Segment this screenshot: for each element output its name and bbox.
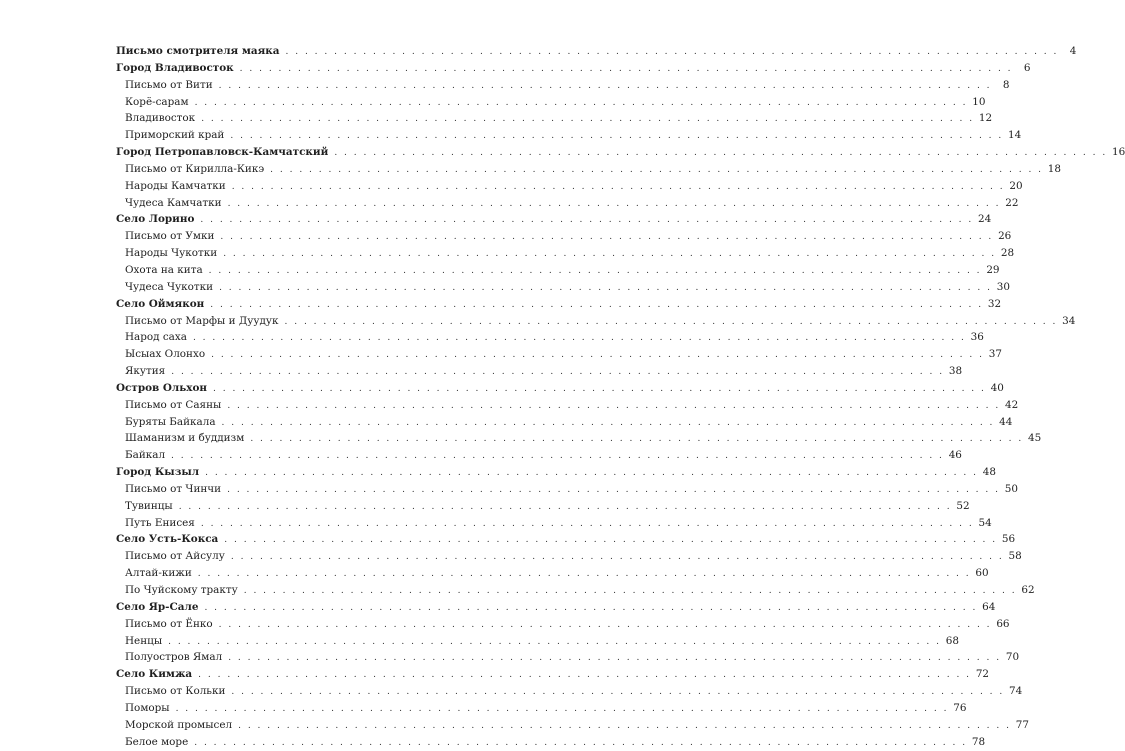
toc-entry-title: Письмо смотрителя маяка [116, 45, 280, 57]
dot-leader: . . . . . . . . . . . . . . . . . . . . . . . . . . . . . . . . . . . . . . . . . . . . . . . . . . . . . . . . . . . . . . . . . . . . . . . . . . . . . . . . [250, 434, 1024, 445]
toc-entry-title: Письмо от Кирилла-Кикэ [125, 162, 265, 175]
toc-page-number: 68 [945, 634, 959, 647]
dot-leader: . . . . . . . . . . . . . . . . . . . . . . . . . . . . . . . . . . . . . . . . . . . . . . . . . . . . . . . . . . . . . . . . . . . . . . . . . . . . . . . . [228, 653, 1002, 664]
dot-leader: . . . . . . . . . . . . . . . . . . . . . . . . . . . . . . . . . . . . . . . . . . . . . . . . . . . . . . . . . . . . . . . . . . . . . . . . . . . . . . . . [230, 552, 1004, 563]
toc-sub-entry [116, 195, 1019, 212]
toc-entry-title: Письмо от Чинчи [125, 482, 222, 495]
toc-page-number: 54 [978, 516, 992, 529]
toc-sub-entry [116, 363, 963, 380]
toc-page-number: 18 [1047, 162, 1062, 175]
toc-entry-title: Остров Ольхон [116, 381, 208, 394]
toc-sub-entry [116, 110, 993, 127]
toc-sub-entry [116, 161, 1062, 178]
toc-entry-title: Письмо от Саяны [125, 398, 222, 411]
toc-section-entry [116, 464, 996, 481]
dot-leader: . . . . . . . . . . . . . . . . . . . . . . . . . . . . . . . . . . . . . . . . . . . . . . . . . . . . . . . . . . . . . . . . . . . . . . . . . . . . . . . . [168, 636, 941, 647]
toc-page-number: 26 [998, 230, 1012, 243]
toc-page-number: 20 [1009, 179, 1023, 192]
toc-page-number: 78 [971, 735, 986, 748]
dot-leader: . . . . . . . . . . . . . . . . . . . . . . . . . . . . . . . . . . . . . . . . . . . . . . . . . . . . . . . . . . . . . . . . . . . . . . . . . . . . . . . . [220, 232, 994, 243]
toc-page-number: 4 [1069, 45, 1077, 57]
toc-page-number: 8 [1002, 78, 1010, 91]
dot-leader: . . . . . . . . . . . . . . . . . . . . . . . . . . . . . . . . . . . . . . . . . . . . . . . . . . . . . . . . . . . . . . . . . . . . . . . . . . . . . . . . [213, 383, 986, 394]
toc-section-entry [116, 296, 1002, 313]
toc-page-number: 72 [975, 668, 990, 681]
toc-sub-entry [116, 279, 1010, 296]
toc-sub-entry [116, 94, 986, 111]
toc-entry-title: Письмо от Марфы и Дуудук [125, 314, 279, 327]
dot-leader: . . . . . . . . . . . . . . . . . . . . . . . . . . . . . . . . . . . . . . . . . . . . . . . . . . . . . . . . . . . . . . . . . . . . . . . . . . . . . . . . [218, 80, 992, 91]
toc-page-number: 6 [1023, 61, 1031, 74]
toc-entry-title: Морской промысел [125, 718, 233, 731]
toc-sub-entry [116, 228, 1012, 245]
dot-leader: . . . . . . . . . . . . . . . . . . . . . . . . . . . . . . . . . . . . . . . . . . . . . . . . . . . . . . . . . . . . . . . . . . . . . . . . . . . . . . . . [210, 299, 984, 310]
dot-leader: . . . . . . . . . . . . . . . . . . . . . . . . . . . . . . . . . . . . . . . . . . . . . . . . . . . . . . . . . . . . . . . . . . . . . . . . . . . . . . . . [270, 164, 1044, 175]
dot-leader: . . . . . . . . . . . . . . . . . . . . . . . . . . . . . . . . . . . . . . . . . . . . . . . . . . . . . . . . . . . . . . . . . . . . . . . . . . . . . . . . [230, 131, 1004, 142]
toc-entry-title: Тувинцы [125, 499, 173, 512]
toc-entry-title: Приморский край [125, 129, 225, 142]
toc-section-entry [116, 380, 1004, 397]
toc-page-number: 50 [1004, 482, 1018, 495]
toc-entry-title: Село Яр-Сале [116, 600, 199, 613]
dot-leader: . . . . . . . . . . . . . . . . . . . . . . . . . . . . . . . . . . . . . . . . . . . . . . . . . . . . . . . . . . . . . . . . . . . . . . . . . . . . . . . . [219, 282, 992, 293]
dot-leader: . . . . . . . . . . . . . . . . . . . . . . . . . . . . . . . . . . . . . . . . . . . . . . . . . . . . . . . . . . . . . . . . . . . . . . . . . . . . . . . . [223, 249, 997, 260]
dot-leader: . . . . . . . . . . . . . . . . . . . . . . . . . . . . . . . . . . . . . . . . . . . . . . . . . . . . . . . . . . . . . . . . . . . . . . . . . . . . . . . . [239, 63, 1013, 74]
dot-leader: . . . . . . . . . . . . . . . . . . . . . . . . . . . . . . . . . . . . . . . . . . . . . . . . . . . . . . . . . . . . . . . . . . . . . . . . . . . . . . . . [224, 535, 998, 546]
toc-entry-title: Город Владивосток [116, 61, 234, 74]
toc-entry-title: Белое море [125, 735, 189, 748]
toc-page-number: 46 [948, 449, 962, 462]
dot-leader: . . . . . . . . . . . . . . . . . . . . . . . . . . . . . . . . . . . . . . . . . . . . . . . . . . . . . . . . . . . . . . . . . . . . . . . . . . . . . . . . [178, 501, 952, 512]
toc-sub-entry [116, 616, 1010, 633]
dot-leader: . . . . . . . . . . . . . . . . . . . . . . . . . . . . . . . . . . . . . . . . . . . . . . . . . . . . . . . . . . . . . . . . . . . . . . . . . . . . . . . . [227, 198, 1001, 209]
toc-entry-title: Письмо от Ёнко [125, 617, 213, 630]
toc-page-number: 76 [953, 701, 967, 714]
toc-page-number: 56 [1001, 533, 1016, 546]
toc-sub-entry [116, 397, 1019, 414]
dot-leader: . . . . . . . . . . . . . . . . . . . . . . . . . . . . . . . . . . . . . . . . . . . . . . . . . . . . . . . . . . . . . . . . . . . . . . . . . . . . . . . . [285, 47, 1059, 57]
toc-sub-entry [116, 683, 1023, 700]
dot-leader: . . . . . . . . . . . . . . . . . . . . . . . . . . . . . . . . . . . . . . . . . . . . . . . . . . . . . . . . . . . . . . . . . . . . . . . . . . . . . . . . [284, 316, 1058, 327]
dot-leader: . . . . . . . . . . . . . . . . . . . . . . . . . . . . . . . . . . . . . . . . . . . . . . . . . . . . . . . . . . . . . . . . . . . . . . . . . . . . . . . . [200, 518, 974, 529]
toc-entry-title: Письмо от Умки [125, 230, 215, 243]
toc-entry-title: Город Кызыл [116, 466, 200, 479]
toc-sub-entry [116, 515, 992, 532]
dot-leader: . . . . . . . . . . . . . . . . . . . . . . . . . . . . . . . . . . . . . . . . . . . . . . . . . . . . . . . . . . . . . . . . . . . . . . . . . . . . . . . . [194, 737, 968, 748]
dot-leader: . . . . . . . . . . . . . . . . . . . . . . . . . . . . . . . . . . . . . . . . . . . . . . . . . . . . . . . . . . . . . . . . . . . . . . . . . . . . . . . . [204, 602, 978, 613]
dot-leader: . . . . . . . . . . . . . . . . . . . . . . . . . . . . . . . . . . . . . . . . . . . . . . . . . . . . . . . . . . . . . . . . . . . . . . . . . . . . . . . . [192, 333, 966, 344]
toc-entry-title: Письмо от Айсулу [125, 550, 225, 563]
toc-page-number: 30 [996, 280, 1010, 293]
dot-leader: . . . . . . . . . . . . . . . . . . . . . . . . . . . . . . . . . . . . . . . . . . . . . . . . . . . . . . . . . . . . . . . . . . . . . . . . . . . . . . . . [205, 468, 978, 479]
toc-page-number: 16 [1111, 146, 1125, 159]
dot-leader: . . . . . . . . . . . . . . . . . . . . . . . . . . . . . . . . . . . . . . . . . . . . . . . . . . . . . . . . . . . . . . . . . . . . . . . . . . . . . . . . [201, 114, 975, 125]
toc-entry-title: Алтай-кижи [125, 567, 192, 580]
toc-sub-entry [116, 481, 1018, 498]
toc-section-entry [116, 144, 1125, 161]
toc-section-entry [116, 599, 996, 616]
toc-page-number: 45 [1027, 432, 1042, 445]
dot-leader: . . . . . . . . . . . . . . . . . . . . . . . . . . . . . . . . . . . . . . . . . . . . . . . . . . . . . . . . . . . . . . . . . . . . . . . . . . . . . . . . [197, 569, 971, 580]
toc-entry-title: Село Оймякон [116, 297, 205, 310]
toc-page-number: 42 [1004, 398, 1019, 411]
dot-leader: . . . . . . . . . . . . . . . . . . . . . . . . . . . . . . . . . . . . . . . . . . . . . . . . . . . . . . . . . . . . . . . . . . . . . . . . . . . . . . . . [198, 670, 972, 681]
toc-page-number: 12 [978, 112, 993, 125]
toc-page-number: 24 [978, 213, 992, 226]
toc-sub-entry [116, 582, 1035, 599]
toc-page-number: 36 [970, 331, 984, 344]
toc-page-number: 74 [1009, 685, 1023, 698]
toc-sub-entry [116, 414, 1013, 431]
toc-page-number: 58 [1008, 550, 1022, 563]
dot-leader: . . . . . . . . . . . . . . . . . . . . . . . . . . . . . . . . . . . . . . . . . . . . . . . . . . . . . . . . . . . . . . . . . . . . . . . . . . . . . . . . [243, 586, 1017, 596]
toc-section-entry [116, 666, 990, 683]
toc-entry-title: Село Кимжа [116, 668, 193, 681]
toc-page-number: 64 [982, 600, 996, 613]
toc-entry-title: Буряты Байкала [125, 415, 216, 428]
toc-sub-entry [116, 430, 1042, 447]
toc-entry-title: Письмо от Вити [125, 78, 213, 91]
toc-entry-title: Село Лорино [116, 213, 195, 226]
toc-sub-entry [116, 498, 970, 515]
toc-page-number: 32 [987, 297, 1002, 310]
toc-entry-title: Охота на кита [125, 263, 203, 276]
toc-sub-entry [116, 717, 1029, 734]
toc-sub-entry [116, 649, 1020, 666]
toc-page-number: 29 [986, 263, 1000, 276]
toc-entry-title: Народы Камчатки [125, 179, 226, 192]
toc-entry-title: Корё-сарам [125, 95, 189, 108]
toc-sub-entry [116, 178, 1023, 195]
toc-page-number: 38 [948, 365, 963, 378]
toc-entry-title: Ненцы [125, 634, 163, 647]
toc-sub-entry [116, 77, 1010, 94]
dot-leader: . . . . . . . . . . . . . . . . . . . . . . . . . . . . . . . . . . . . . . . . . . . . . . . . . . . . . . . . . . . . . . . . . . . . . . . . . . . . . . . . [194, 97, 968, 108]
toc-page-number: 66 [996, 617, 1010, 630]
toc-section-entry [116, 531, 1016, 548]
toc-section-entry [116, 211, 992, 228]
toc-sub-entry [116, 313, 1076, 330]
table-of-contents [116, 43, 1125, 750]
toc-entry-title: Чудеса Камчатки [125, 196, 222, 209]
dot-leader: . . . . . . . . . . . . . . . . . . . . . . . . . . . . . . . . . . . . . . . . . . . . . . . . . . . . . . . . . . . . . . . . . . . . . . . . . . . . . . . . [200, 215, 974, 226]
toc-page-number: 62 [1021, 584, 1035, 596]
toc-sub-entry [116, 346, 1002, 363]
toc-page-number: 44 [999, 415, 1013, 428]
dot-leader: . . . . . . . . . . . . . . . . . . . . . . . . . . . . . . . . . . . . . . . . . . . . . . . . . . . . . . . . . . . . . . . . . . . . . . . . . . . . . . . . [334, 148, 1108, 159]
toc-sub-entry [116, 447, 962, 464]
dot-leader: . . . . . . . . . . . . . . . . . . . . . . . . . . . . . . . . . . . . . . . . . . . . . . . . . . . . . . . . . . . . . . . . . . . . . . . . . . . . . . . . [227, 484, 1000, 495]
toc-page-number: 10 [972, 95, 986, 108]
dot-leader: . . . . . . . . . . . . . . . . . . . . . . . . . . . . . . . . . . . . . . . . . . . . . . . . . . . . . . . . . . . . . . . . . . . . . . . . . . . . . . . . [238, 720, 1011, 731]
toc-sub-entry [116, 633, 959, 650]
toc-sub-entry [116, 262, 1000, 279]
toc-entry-title: Владивосток [125, 112, 196, 125]
toc-sub-entry [116, 127, 1022, 144]
toc-sub-entry [116, 548, 1022, 565]
toc-sub-entry [116, 245, 1015, 262]
toc-page-number: 37 [988, 348, 1002, 361]
dot-leader: . . . . . . . . . . . . . . . . . . . . . . . . . . . . . . . . . . . . . . . . . . . . . . . . . . . . . . . . . . . . . . . . . . . . . . . . . . . . . . . . [227, 400, 1001, 411]
toc-page-number: 14 [1008, 129, 1022, 142]
toc-entry-title: По Чуйскому тракту [125, 584, 238, 596]
toc-page-number: 60 [975, 567, 989, 580]
toc-entry-title: Полуостров Ямал [125, 651, 223, 664]
toc-sub-entry [116, 700, 967, 717]
toc-entry-title: Село Усть-Кокса [116, 533, 219, 546]
toc-page-number: 40 [990, 381, 1004, 394]
toc-sub-entry [116, 734, 986, 751]
toc-entry-title: Шаманизм и буддизм [125, 432, 245, 445]
dot-leader: . . . . . . . . . . . . . . . . . . . . . . . . . . . . . . . . . . . . . . . . . . . . . . . . . . . . . . . . . . . . . . . . . . . . . . . . . . . . . . . . [171, 367, 945, 378]
toc-entry-title: Народы Чукотки [125, 247, 218, 260]
dot-leader: . . . . . . . . . . . . . . . . . . . . . . . . . . . . . . . . . . . . . . . . . . . . . . . . . . . . . . . . . . . . . . . . . . . . . . . . . . . . . . . . [175, 703, 949, 714]
dot-leader: . . . . . . . . . . . . . . . . . . . . . . . . . . . . . . . . . . . . . . . . . . . . . . . . . . . . . . . . . . . . . . . . . . . . . . . . . . . . . . . . [221, 417, 995, 428]
toc-page-number: 52 [956, 499, 970, 512]
dot-leader: . . . . . . . . . . . . . . . . . . . . . . . . . . . . . . . . . . . . . . . . . . . . . . . . . . . . . . . . . . . . . . . . . . . . . . . . . . . . . . . . [231, 181, 1005, 192]
toc-entry-title: Город Петропавловск-Камчатский [116, 146, 329, 159]
toc-page-number: 48 [982, 466, 996, 479]
toc-page-number: 77 [1015, 718, 1029, 731]
toc-sub-entry [116, 329, 984, 346]
toc-entry-title: Байкал [125, 449, 166, 462]
toc-entry-title: Путь Енисея [125, 516, 195, 529]
toc-entry-title: Чудеса Чукотки [125, 280, 214, 293]
toc-entry-title: Поморы [125, 701, 170, 714]
dot-leader: . . . . . . . . . . . . . . . . . . . . . . . . . . . . . . . . . . . . . . . . . . . . . . . . . . . . . . . . . . . . . . . . . . . . . . . . . . . . . . . . [171, 451, 944, 462]
toc-page-number: 34 [1062, 314, 1076, 327]
toc-entry-title: Ысыах Олонхо [125, 348, 206, 361]
toc-sub-entry [116, 565, 989, 582]
toc-page-number: 70 [1005, 651, 1020, 664]
dot-leader: . . . . . . . . . . . . . . . . . . . . . . . . . . . . . . . . . . . . . . . . . . . . . . . . . . . . . . . . . . . . . . . . . . . . . . . . . . . . . . . . [208, 265, 982, 276]
toc-section-entry [116, 43, 1077, 60]
toc-page-number: 28 [1000, 247, 1015, 260]
toc-entry-title: Якутия [125, 365, 166, 378]
toc-page-number: 22 [1005, 196, 1019, 209]
toc-entry-title: Народ саха [125, 331, 187, 344]
dot-leader: . . . . . . . . . . . . . . . . . . . . . . . . . . . . . . . . . . . . . . . . . . . . . . . . . . . . . . . . . . . . . . . . . . . . . . . . . . . . . . . . [211, 350, 984, 361]
toc-section-entry [116, 60, 1031, 77]
dot-leader: . . . . . . . . . . . . . . . . . . . . . . . . . . . . . . . . . . . . . . . . . . . . . . . . . . . . . . . . . . . . . . . . . . . . . . . . . . . . . . . . [218, 619, 992, 630]
dot-leader: . . . . . . . . . . . . . . . . . . . . . . . . . . . . . . . . . . . . . . . . . . . . . . . . . . . . . . . . . . . . . . . . . . . . . . . . . . . . . . . . [231, 687, 1005, 698]
toc-entry-title: Письмо от Кольки [125, 685, 226, 698]
